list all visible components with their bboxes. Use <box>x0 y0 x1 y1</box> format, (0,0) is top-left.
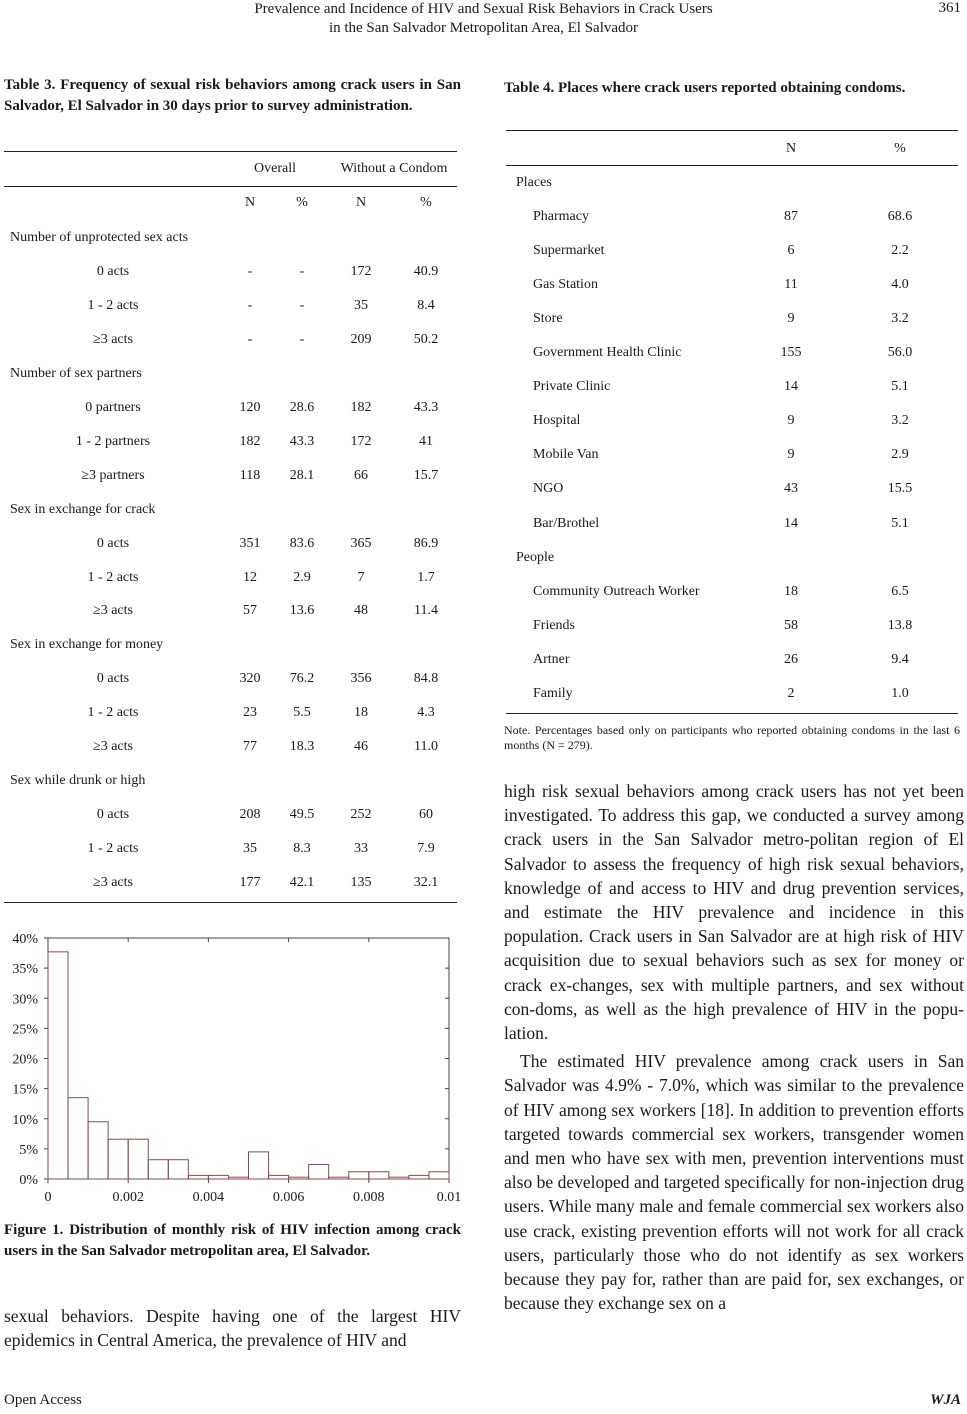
table3-row-label: ≥3 acts <box>93 739 133 754</box>
histogram-bar <box>208 1175 228 1179</box>
x-tick-label: 0.004 <box>192 1190 225 1205</box>
table4-row-label: Store <box>533 311 563 326</box>
table4-row-label: Artner <box>533 652 570 667</box>
table4-cell: 68.6 <box>887 209 913 224</box>
table4-cell: 3.2 <box>891 311 909 326</box>
table3-row-label: ≥3 acts <box>93 332 133 347</box>
table3-cell: 135 <box>350 875 372 890</box>
table4-cell: 5.1 <box>891 516 909 531</box>
histogram-bar <box>409 1175 429 1179</box>
table4-section-label: Places <box>516 175 552 190</box>
y-tick-label: 40% <box>12 932 38 947</box>
y-tick-label: 15% <box>12 1082 38 1098</box>
table3-cell: 177 <box>239 875 261 890</box>
table3-cell: 209 <box>350 332 372 347</box>
table4-row-label: Mobile Van <box>533 447 599 462</box>
histogram-bar <box>349 1172 369 1179</box>
table4-cell: 5.1 <box>891 379 909 394</box>
table3-cell: 49.5 <box>289 807 315 822</box>
right-column-text <box>504 779 964 1315</box>
table4-cell: 4.0 <box>891 277 909 292</box>
histogram-bar <box>68 1098 88 1179</box>
table3-cell: 41 <box>419 434 433 449</box>
table3-row-label: 0 acts <box>96 264 130 279</box>
y-tick-label: 30% <box>12 992 38 1008</box>
table4-cell: 2 <box>787 686 795 701</box>
table3-cell: 7 <box>357 570 365 585</box>
table4-cell: 155 <box>780 345 802 360</box>
table4-row-label: Gas Station <box>533 277 598 292</box>
y-tick-label: 20% <box>12 1052 38 1068</box>
table4-row-label: Private Clinic <box>533 379 611 394</box>
table3-row-label: 0 acts <box>96 807 130 822</box>
table3-row-label: ≥3 acts <box>93 603 133 618</box>
table4-cell: 14 <box>784 516 798 531</box>
table3-cell: 50.2 <box>413 332 439 347</box>
table4-cell: 9.4 <box>891 652 909 667</box>
table3-section-label: Number of unprotected sex acts <box>10 230 189 245</box>
table3-group-rule <box>4 186 457 187</box>
table3-row-label: ≥3 acts <box>93 875 133 890</box>
table4-cell: 58 <box>784 618 798 633</box>
table4-cell: 2.9 <box>891 447 909 462</box>
table3-section-label: Sex while drunk or high <box>10 773 146 788</box>
table3-cell: 18 <box>354 705 368 720</box>
table3-cell: 43.3 <box>413 400 439 415</box>
histogram-bar <box>369 1172 389 1179</box>
table3-cell: 13.6 <box>289 603 315 618</box>
histogram-bar <box>228 1177 248 1179</box>
table3-cell: 28.6 <box>289 400 315 415</box>
table4-section-label: People <box>516 550 555 565</box>
table3-cell: 252 <box>350 807 372 822</box>
table3-cell: - <box>247 298 253 313</box>
running-header <box>0 0 967 44</box>
table3-cell: 11.0 <box>414 739 438 754</box>
table3-cell: 365 <box>350 536 372 551</box>
table3-section-label: Sex in exchange for crack <box>10 502 156 517</box>
table3-cell: - <box>299 264 305 279</box>
table3-row-label: 1 - 2 acts <box>87 705 139 720</box>
table4-cell: 13.8 <box>887 618 913 633</box>
table3-col-header: % <box>420 195 432 210</box>
x-tick-label: 0.002 <box>112 1190 144 1205</box>
x-tick-label: 0.01 <box>436 1190 462 1205</box>
table3-cell: 18.3 <box>289 739 315 754</box>
table3-cell: 172 <box>350 264 372 279</box>
table3-cell: 356 <box>350 671 372 686</box>
table3-cell: 32.1 <box>413 875 439 890</box>
table4-cell: 1.0 <box>891 686 909 701</box>
table4-row-label: NGO <box>533 481 564 496</box>
histogram-bar <box>188 1175 208 1179</box>
table4-cell: 15.5 <box>887 481 913 496</box>
table3-cell: 28.1 <box>289 468 315 483</box>
table3-col-header: N <box>355 195 367 210</box>
table3-top-rule <box>4 151 457 152</box>
table3-cell: 182 <box>239 434 261 449</box>
table3-cell: 5.5 <box>293 705 311 720</box>
table4-row-label: Government Health Clinic <box>533 345 682 360</box>
histogram-bar <box>128 1139 148 1179</box>
table4-cell: 6.5 <box>891 584 909 599</box>
table3-cell: 48 <box>354 603 368 618</box>
table4-note: Note. Percentages based only on participants who reported obtaining condoms in the last 6 months (N = 279). <box>504 723 960 752</box>
histogram-bar <box>168 1160 188 1179</box>
table3-cell: 11.4 <box>414 603 438 618</box>
table3-cell: 42.1 <box>289 875 315 890</box>
table4-row-label: Friends <box>533 618 575 633</box>
table3-bottom-rule <box>4 902 457 903</box>
table3-cell: - <box>247 264 253 279</box>
left-column-text <box>4 1304 461 1352</box>
table3-cell: 35 <box>354 298 368 313</box>
table3-row-label: 1 - 2 acts <box>87 570 139 585</box>
x-tick-label: 0.006 <box>272 1190 305 1205</box>
table3-cell: 46 <box>354 739 368 754</box>
table3-cell: 23 <box>243 705 257 720</box>
table3-cell: 83.6 <box>289 536 315 551</box>
table3-cell: 182 <box>350 400 372 415</box>
table3-cell: 76.2 <box>289 671 315 686</box>
table3-cell: 172 <box>350 434 372 449</box>
table3-row-label: 0 acts <box>96 671 130 686</box>
table4-bottom-rule <box>506 713 958 714</box>
table3-row-label: ≥3 partners <box>81 468 145 483</box>
table4-caption: Table 4. Places where crack users reported obtaining condoms. <box>504 80 906 96</box>
histogram-bar <box>249 1152 269 1179</box>
table3-group-without-condom: Without a Condom <box>340 161 448 176</box>
table3-cell: 35 <box>243 841 257 856</box>
table3-cell: 7.9 <box>417 841 435 856</box>
table4-cell: 2.2 <box>891 243 909 258</box>
table3-cell: 40.9 <box>413 264 439 279</box>
table3-cell: 320 <box>239 671 261 686</box>
table3-cell: 86.9 <box>413 536 439 551</box>
table4-col-header: N <box>785 141 797 156</box>
table4-cell: 87 <box>784 209 798 224</box>
table3-cell: - <box>247 332 253 347</box>
table3-cell: 12 <box>243 570 257 585</box>
left-paragraph: sexual behaviors. Despite having one of the largest HIV epidemics in Central America, the prevalence of HIV and <box>4 1306 461 1351</box>
table3-row-label: 1 - 2 acts <box>87 841 139 856</box>
page-number: 361 <box>938 0 961 16</box>
table3-cell: - <box>299 332 305 347</box>
table3-cell: 2.9 <box>293 570 311 585</box>
header-title-line1: Prevalence and Incidence of HIV and Sexual Risk Behaviors in Crack Users <box>254 1 713 17</box>
table3-row-label: 1 - 2 partners <box>75 434 151 449</box>
y-tick-label: 35% <box>12 962 38 978</box>
table4-row-label: Family <box>533 686 573 701</box>
table3-group-overall: Overall <box>254 161 296 176</box>
right-paragraph-1: high risk sexual behaviors among crack users has not yet been investigated. To address this gap, we conducted a survey among crack users in the San Salvador metro-politan region of El Salvador to assess the frequency of high risk sexual behaviors, knowledge of and access to HIV and drug prevention services, and estimate the HIV prevalence and incidence in this population. Crack users in San Salvador are at high risk of HIV acquisition due to sexual behaviors such as sex for money or crack ex-changes, sex with multiple partners, and sex without con-doms, as well as the high prevalence of HIV in the popu-lation. <box>504 781 964 1044</box>
table3-col-header: % <box>296 195 308 210</box>
y-tick-label: 25% <box>12 1022 38 1038</box>
table3-cell: 118 <box>239 468 261 483</box>
table4-row-label: Supermarket <box>533 243 605 258</box>
table4-cell: 11 <box>784 277 798 292</box>
table3-cell: 60 <box>419 807 433 822</box>
table3-cell: 120 <box>239 400 261 415</box>
table3-col-header: N <box>244 195 256 210</box>
figure1-caption: Figure 1. Distribution of monthly risk of HIV infection among crack users in the San Salvador metropolitan area, El Salvador. <box>4 1222 461 1259</box>
histogram-bar <box>48 952 68 1179</box>
table4-row-label: Hospital <box>533 413 581 428</box>
histogram-bar <box>309 1165 329 1179</box>
table4-top-rule <box>506 130 958 131</box>
figure1-histogram <box>0 920 470 1205</box>
table3-cell: 43.3 <box>289 434 315 449</box>
table3-cell: 66 <box>354 468 368 483</box>
table3-cell: 33 <box>354 841 368 856</box>
header-title-line2: in the San Salvador Metropolitan Area, El Salvador <box>328 20 639 36</box>
table3-cell: 15.7 <box>413 468 439 483</box>
table3-cell: 77 <box>243 739 257 754</box>
histogram-bar <box>329 1177 349 1179</box>
table4-row-label: Community Outreach Worker <box>533 584 700 599</box>
table3-row-label: 1 - 2 acts <box>87 298 139 313</box>
table4-row-label: Pharmacy <box>533 209 589 224</box>
table3-cell: 208 <box>239 807 261 822</box>
table3-cell: 8.3 <box>293 841 311 856</box>
y-tick-label: 10% <box>12 1112 38 1128</box>
histogram-bar <box>389 1177 409 1179</box>
histogram-bar <box>429 1172 449 1179</box>
footer-open-access: Open Access <box>4 1392 82 1408</box>
table3-section-label: Number of sex partners <box>10 366 142 381</box>
table4-cell: 6 <box>787 243 795 258</box>
table3-cell: 1.7 <box>417 570 435 585</box>
table3-section-label: Sex in exchange for money <box>10 637 164 652</box>
table3-cell: 351 <box>239 536 261 551</box>
y-tick-label: 0% <box>19 1173 38 1188</box>
right-paragraph-2: The estimated HIV prevalence among crack users in San Salvador was 4.9% - 7.0%, which was similar to the prevalence of HIV among sex workers [18]. In addition to prevention efforts targeted towards commercial sex workers, transgender women and men who have sex with men, prevention interventions must also be developed and targeted specifically for non-injection drug users. While many male and female commercial sex workers also use crack, existing prevention efforts will not work for all crack users, particularly those who do not identify as sex workers because they pay for, rather than are paid for, sex exchanges, or because they exchange sex on a <box>504 1051 964 1314</box>
table4-header-rule <box>506 165 958 166</box>
table3-row-label: 0 partners <box>85 400 141 415</box>
table3-row-label: 0 acts <box>96 536 130 551</box>
histogram-bar <box>269 1175 289 1179</box>
table4-cell: 18 <box>784 584 798 599</box>
table4-cell: 14 <box>784 379 798 394</box>
y-tick-label: 5% <box>19 1142 38 1158</box>
table4-cell: 9 <box>787 447 795 462</box>
table3-cell: 4.3 <box>417 705 435 720</box>
table3-caption: Table 3. Frequency of sexual risk behaviors among crack users in San Salvador, El Salvador in 30 days prior to survey administration. <box>4 77 461 114</box>
histogram-bar <box>148 1160 168 1179</box>
table4-cell: 56.0 <box>887 345 913 360</box>
table3-cell: 84.8 <box>413 671 439 686</box>
table3-cell: 57 <box>243 603 257 618</box>
table4-cell: 9 <box>787 413 795 428</box>
table4-col-header: % <box>894 141 906 156</box>
table3-cell: - <box>299 298 305 313</box>
footer-journal: WJA <box>930 1392 961 1408</box>
table4-row-label: Bar/Brothel <box>533 516 600 531</box>
table4-cell: 43 <box>784 481 798 496</box>
table4-cell: 9 <box>787 311 795 326</box>
table3-cell: 8.4 <box>417 298 435 313</box>
histogram-bar <box>289 1177 309 1179</box>
x-tick-label: 0.008 <box>353 1190 385 1205</box>
table4-cell: 3.2 <box>891 413 909 428</box>
x-tick-label: 0 <box>44 1190 52 1205</box>
histogram-bar <box>108 1139 128 1179</box>
table4-cell: 26 <box>784 652 798 667</box>
histogram-bar <box>88 1122 108 1179</box>
